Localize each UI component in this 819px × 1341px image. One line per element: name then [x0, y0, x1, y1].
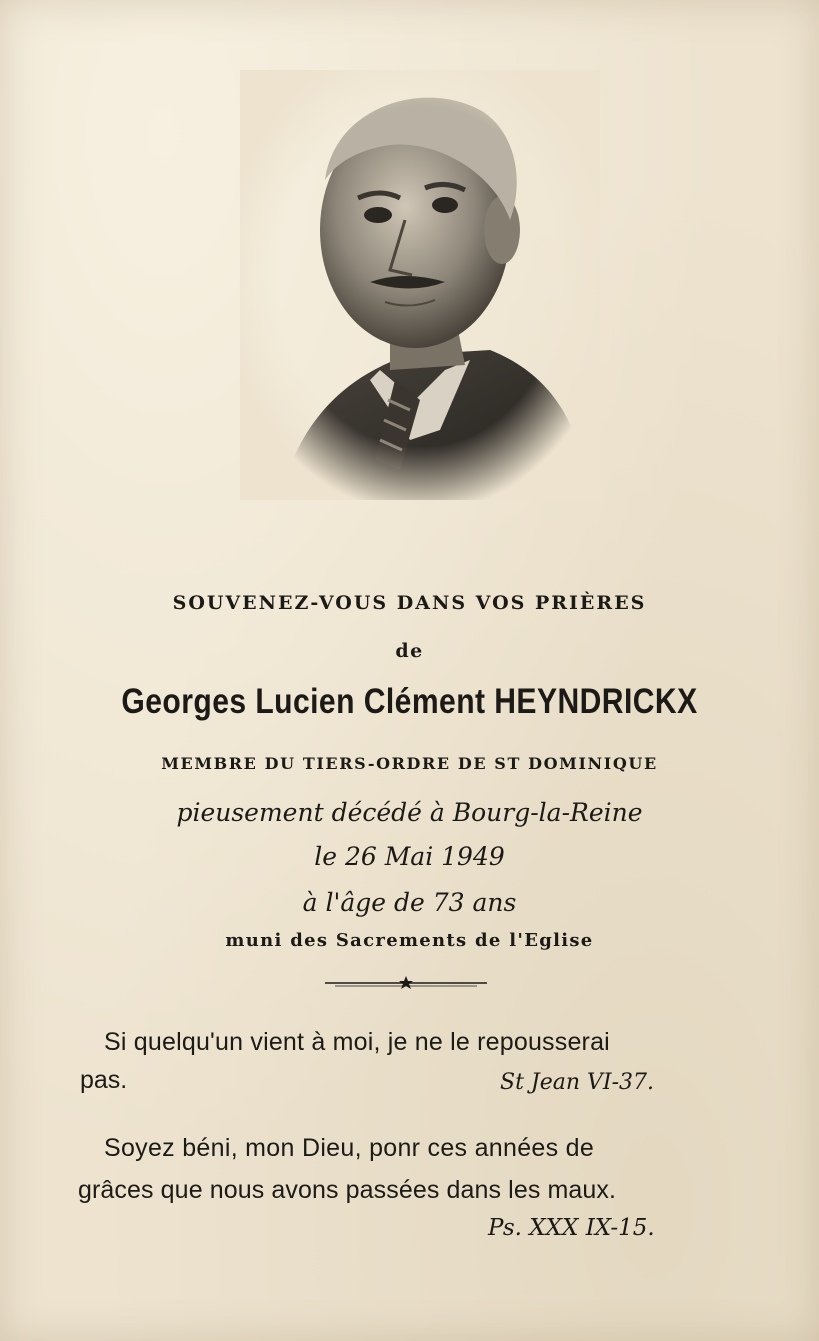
quote1-line2: pas.: [80, 1066, 128, 1094]
deceased-name: Georges Lucien Clément HEYNDRICKX: [121, 682, 698, 721]
star-icon: [399, 976, 413, 989]
membership-line: MEMBRE DU TIERS-ORDRE DE ST DOMINIQUE: [161, 754, 658, 773]
quote1-reference: St Jean VI-37.: [500, 1070, 655, 1095]
quote2-line2: grâces que nous avons passées dans les maux.: [78, 1176, 617, 1204]
quote1-line1: Si quelqu'un vient à moi, je ne le repousserai: [104, 1028, 610, 1056]
death-date-line: le 26 Mai 1949: [314, 842, 505, 871]
preposition-de: de: [395, 640, 424, 662]
quote2-line1: Soyez béni, mon Dieu, ponr ces années de: [104, 1134, 595, 1162]
quote2-reference: Ps. XXX IX-15.: [488, 1215, 655, 1241]
sacraments-line: muni des Sacrements de l'Eglise: [225, 930, 594, 951]
heading-souvenez: SOUVENEZ-VOUS DANS VOS PRIÈRES: [172, 592, 647, 614]
death-place-line: pieusement décédé à Bourg-la-Reine: [176, 798, 643, 827]
portrait-photo: [240, 70, 600, 500]
age-line: à l'âge de 73 ans: [302, 888, 517, 917]
star-divider: [325, 974, 487, 992]
